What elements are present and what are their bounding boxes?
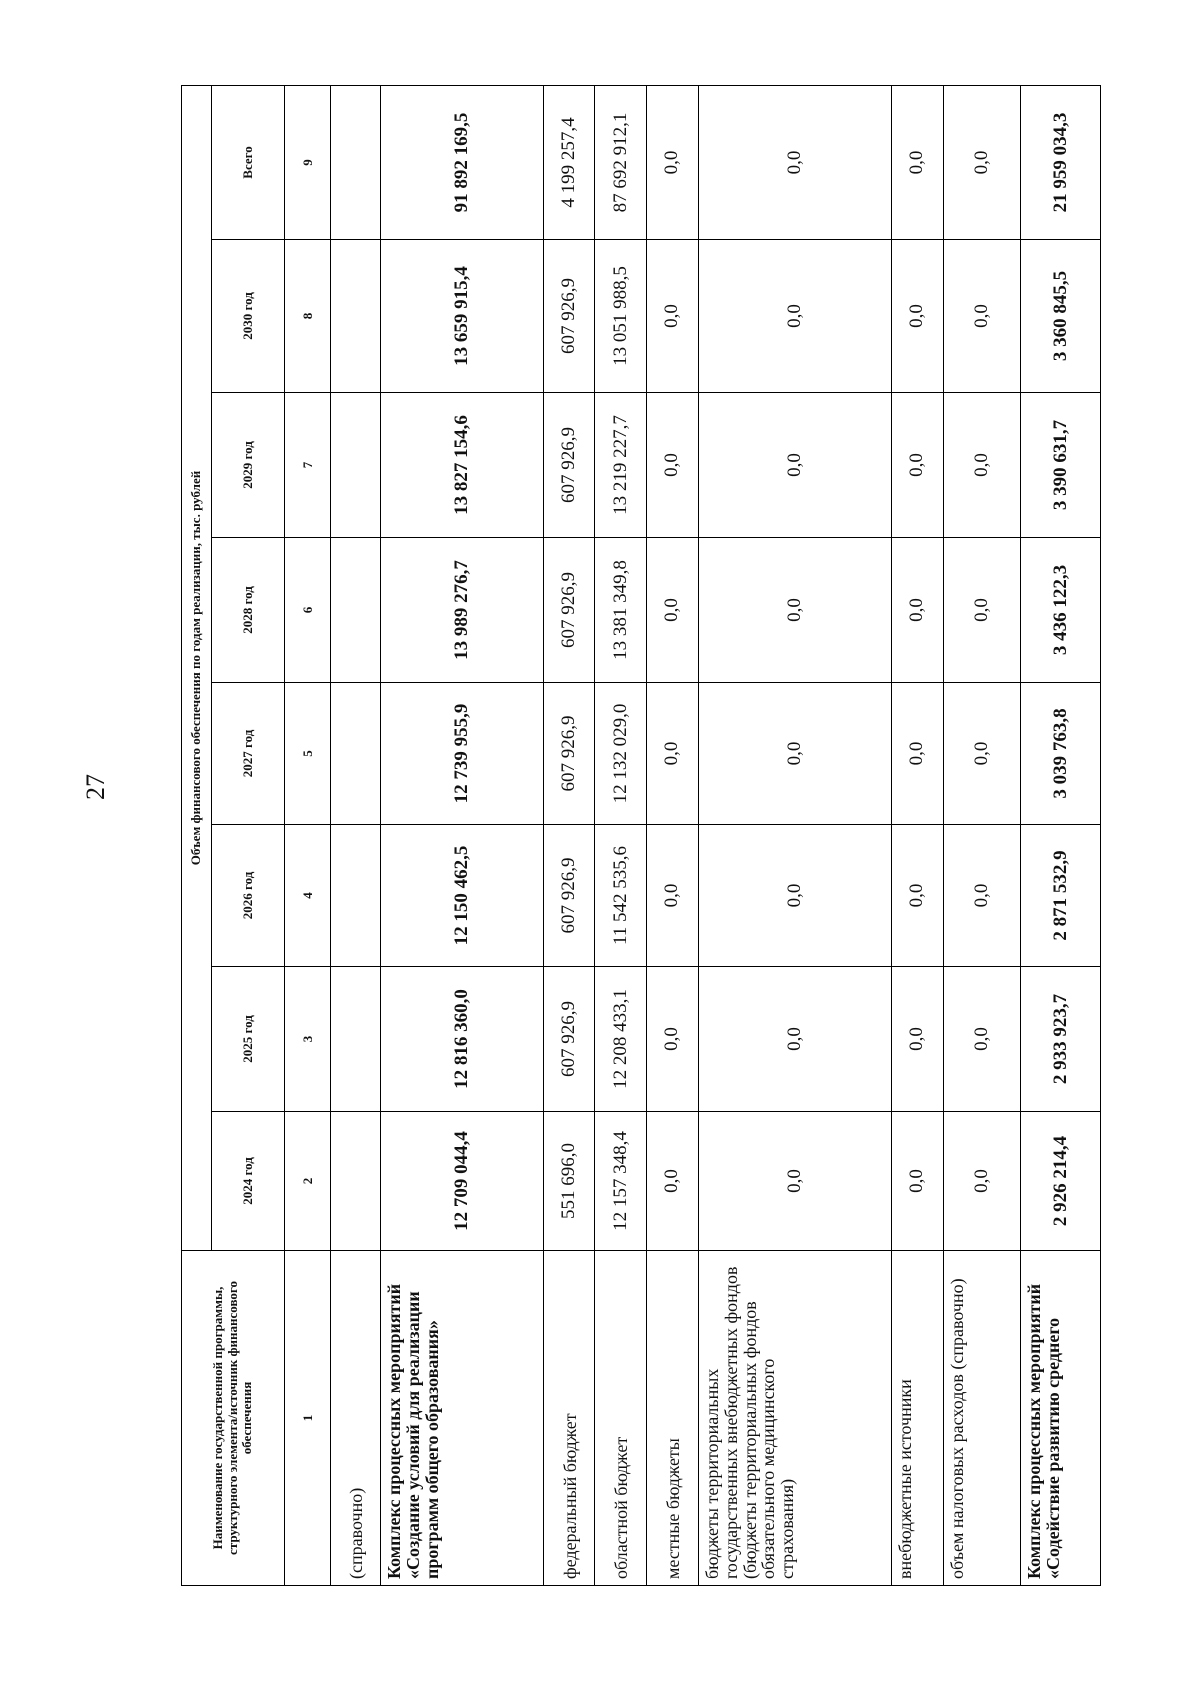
value-cell: 0,0 (943, 240, 1021, 393)
table-row (891, 85, 943, 1585)
table-row (543, 85, 595, 1585)
table-row (1021, 85, 1101, 1585)
value-cell: 0,0 (943, 825, 1021, 967)
value-cell: 0,0 (943, 967, 1021, 1112)
value-cell: 13 381 349,8 (595, 538, 647, 683)
value-cell: 0,0 (647, 393, 699, 538)
value-cell: 0,0 (698, 85, 891, 239)
value-cell: 3 390 631,7 (1021, 393, 1101, 538)
value-cell: 0,0 (698, 683, 891, 825)
row-name-cell: объем налоговых расходов (справочно) (943, 1251, 1021, 1586)
value-cell: 0,0 (647, 538, 699, 683)
value-cell: 0,0 (943, 683, 1021, 825)
value-cell: 0,0 (647, 825, 699, 967)
value-cell: 0,0 (647, 85, 699, 239)
row-name-cell: федеральный бюджет (543, 1251, 595, 1586)
column-number-5: 5 (285, 683, 331, 825)
funding-table-container (181, 86, 1101, 1586)
value-cell: 0,0 (891, 1112, 943, 1251)
value-cell: 4 199 257,4 (543, 85, 595, 239)
value-cell: 0,0 (698, 967, 891, 1112)
value-cell (331, 683, 380, 825)
value-cell: 2 926 214,4 (1021, 1112, 1101, 1251)
value-cell: 13 989 276,7 (380, 538, 543, 683)
value-cell: 0,0 (698, 393, 891, 538)
value-cell: 11 542 535,6 (595, 825, 647, 967)
value-cell: 607 926,9 (543, 240, 595, 393)
table-row (595, 85, 647, 1585)
column-number-9: 9 (285, 85, 331, 239)
value-cell: 3 436 122,3 (1021, 538, 1101, 683)
column-number-8: 8 (285, 240, 331, 393)
value-cell: 12 816 360,0 (380, 967, 543, 1112)
value-cell (331, 393, 380, 538)
value-cell: 0,0 (647, 1112, 699, 1251)
value-cell (331, 967, 380, 1112)
value-cell (331, 240, 380, 393)
value-cell: 0,0 (891, 393, 943, 538)
value-cell: 13 051 988,5 (595, 240, 647, 393)
row-name-cell: местные бюджеты (647, 1251, 699, 1586)
table-row (698, 85, 891, 1585)
table-row (647, 85, 699, 1585)
value-cell: 0,0 (698, 240, 891, 393)
header-year-5: 2028 год (212, 538, 285, 683)
header-year-7: 2030 год (212, 240, 285, 393)
value-cell: 21 959 034,3 (1021, 85, 1101, 239)
value-cell: 3 360 845,5 (1021, 240, 1101, 393)
column-number-6: 6 (285, 538, 331, 683)
header-year-6: 2029 год (212, 393, 285, 538)
value-cell: 12 157 348,4 (595, 1112, 647, 1251)
row-name-cell: областной бюджет (595, 1251, 647, 1586)
header-year-4: 2027 год (212, 683, 285, 825)
value-cell: 0,0 (698, 825, 891, 967)
value-cell: 607 926,9 (543, 967, 595, 1112)
table-row (380, 85, 543, 1585)
value-cell: 0,0 (647, 683, 699, 825)
value-cell: 0,0 (891, 683, 943, 825)
header-name-column: Наименование государственной программы, структурного элемента/источник финансового обеспечения (182, 1251, 285, 1586)
value-cell (331, 85, 380, 239)
value-cell: 13 219 227,7 (595, 393, 647, 538)
value-cell (331, 538, 380, 683)
row-name-cell: Комплекс процессных мероприятий «Создание условий для реализации программ общего образования» (380, 1251, 543, 1586)
value-cell: 607 926,9 (543, 825, 595, 967)
value-cell: 12 208 433,1 (595, 967, 647, 1112)
value-cell: 607 926,9 (543, 393, 595, 538)
column-number-4: 4 (285, 825, 331, 967)
value-cell: 12 739 955,9 (380, 683, 543, 825)
value-cell: 0,0 (647, 240, 699, 393)
value-cell: 12 132 029,0 (595, 683, 647, 825)
value-cell: 0,0 (943, 393, 1021, 538)
column-number-3: 3 (285, 967, 331, 1112)
header-funding-group: Объем финансового обеспечения по годам реализации, тыс. рублей (182, 85, 212, 1250)
value-cell: 0,0 (891, 967, 943, 1112)
value-cell (331, 1112, 380, 1251)
value-cell: 551 696,0 (543, 1112, 595, 1251)
row-name-cell: внебюджетные источники (891, 1251, 943, 1586)
header-year-2: 2025 год (212, 967, 285, 1112)
column-number-2: 2 (285, 1112, 331, 1251)
value-cell: 91 892 169,5 (380, 85, 543, 239)
value-cell: 0,0 (891, 240, 943, 393)
value-cell: 3 039 763,8 (1021, 683, 1101, 825)
funding-table (181, 85, 1101, 1586)
row-name-cell: бюджеты территориальных государственных внебюджетных фондов (бюджеты территориальных фондов обязательного медицинского страхования) (698, 1251, 891, 1586)
value-cell: 0,0 (943, 1112, 1021, 1251)
value-cell: 0,0 (891, 825, 943, 967)
table-row (331, 85, 380, 1585)
header-year-3: 2026 год (212, 825, 285, 967)
header-year-8: Всего (212, 85, 285, 239)
column-number-1: 1 (285, 1251, 331, 1586)
value-cell: 13 659 915,4 (380, 240, 543, 393)
value-cell: 0,0 (943, 85, 1021, 239)
value-cell: 12 150 462,5 (380, 825, 543, 967)
value-cell (331, 825, 380, 967)
value-cell: 0,0 (698, 1112, 891, 1251)
value-cell: 13 827 154,6 (380, 393, 543, 538)
row-name-cell: (справочно) (331, 1251, 380, 1586)
value-cell: 2 871 532,9 (1021, 825, 1101, 967)
column-number-7: 7 (285, 393, 331, 538)
value-cell: 0,0 (647, 967, 699, 1112)
value-cell: 2 933 923,7 (1021, 967, 1101, 1112)
value-cell: 607 926,9 (543, 683, 595, 825)
table-row (943, 85, 1021, 1585)
header-year-1: 2024 год (212, 1112, 285, 1251)
value-cell: 0,0 (698, 538, 891, 683)
value-cell: 607 926,9 (543, 538, 595, 683)
value-cell: 12 709 044,4 (380, 1112, 543, 1251)
value-cell: 0,0 (943, 538, 1021, 683)
page-number: 27 (81, 774, 110, 800)
row-name-cell: Комплекс процессных мероприятий «Содействие развитию среднего (1021, 1251, 1101, 1586)
value-cell: 0,0 (891, 85, 943, 239)
value-cell: 0,0 (891, 538, 943, 683)
value-cell: 87 692 912,1 (595, 85, 647, 239)
